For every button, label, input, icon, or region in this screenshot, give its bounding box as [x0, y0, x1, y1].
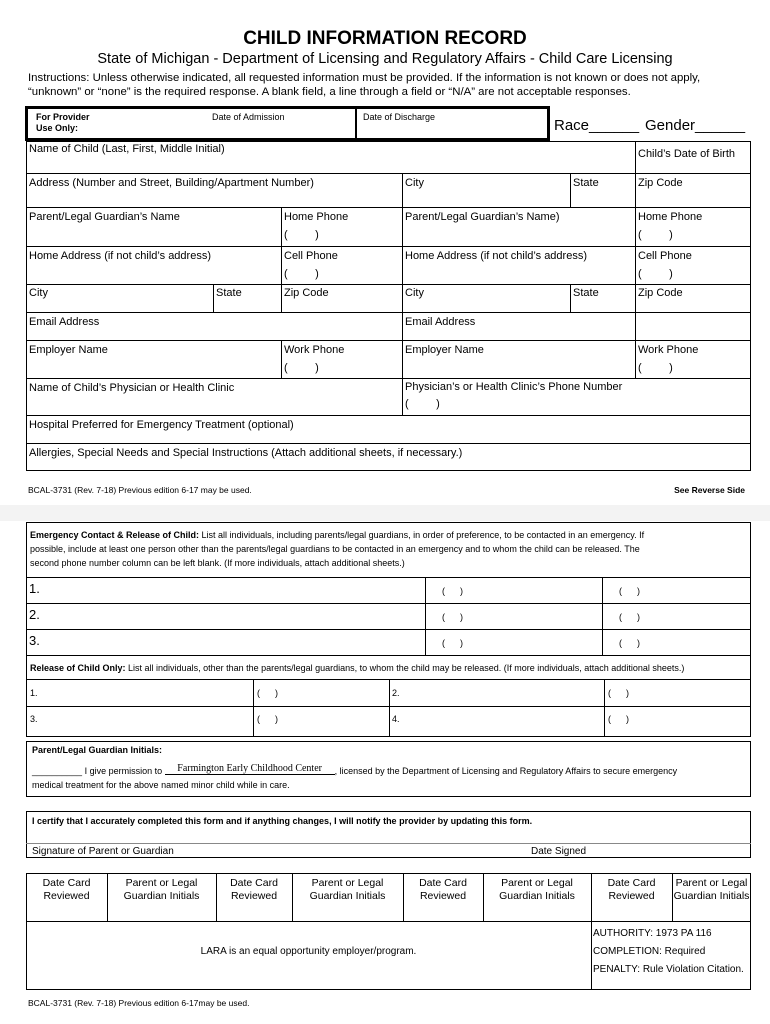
- release-row-2-phone[interactable]: ( ): [608, 688, 629, 698]
- parent1-home-address-label[interactable]: Home Address (if not child’s address): [29, 250, 211, 262]
- gender-field[interactable]: Gender______: [645, 117, 746, 134]
- parent2-state-label[interactable]: State: [573, 287, 599, 299]
- release-heading: Release of Child Only:: [30, 663, 126, 673]
- child-state-label[interactable]: State: [573, 177, 599, 189]
- penalty-text: PENALTY: Rule Violation Citation.: [593, 964, 744, 975]
- review-header-initials-2: Parent or Legal Guardian Initials: [309, 877, 386, 902]
- review-header-initials-4: Parent or Legal Guardian Initials: [673, 877, 750, 902]
- hospital-label[interactable]: Hospital Preferred for Emergency Treatment (optional): [29, 419, 294, 431]
- emergency-row-3-number[interactable]: 3.: [29, 633, 40, 648]
- emergency-heading: Emergency Contact & Release of Child:: [30, 530, 200, 540]
- parent2-home-phone-label[interactable]: Home Phone: [638, 211, 703, 223]
- initials-heading: Parent/Legal Guardian Initials:: [32, 745, 163, 755]
- date-of-admission-label: Date of Admission: [212, 112, 285, 122]
- race-field[interactable]: Race______: [554, 117, 640, 134]
- date-signed-label[interactable]: Date Signed: [531, 846, 587, 857]
- instructions-line-1: Instructions: Unless otherwise indicated, all requested information must be provided. If the information is not known or does not apply,: [28, 72, 701, 84]
- form-id-top: BCAL-3731 (Rev. 7-18) Previous edition 6-17 may be used.: [28, 485, 252, 495]
- child-city-label[interactable]: City: [405, 177, 424, 189]
- emergency-row-1-phone-1[interactable]: ( ): [442, 586, 463, 596]
- parent1-home-phone-parens: ( ): [284, 229, 319, 241]
- emergency-row-3-phone-2[interactable]: ( ): [619, 638, 640, 648]
- parent1-work-phone-parens: ( ): [284, 362, 319, 374]
- release-instructions: [30, 663, 684, 673]
- page-separator: [0, 505, 770, 521]
- emergency-text-1: List all individuals, including parents/legal guardians, in order of preference, to be contacted in an emergency. If: [199, 530, 645, 540]
- review-header-date-1: Date Card Reviewed: [42, 877, 91, 902]
- parent2-cell-phone-parens: ( ): [638, 268, 673, 280]
- permission-post: , licensed by the Department of Licensing and Regulatory Affairs to secure emergency: [334, 766, 678, 776]
- permission-pre: I give permission to: [84, 766, 163, 776]
- parent1-city-label[interactable]: City: [29, 287, 48, 299]
- initials-blank[interactable]: __________: [32, 766, 83, 776]
- date-of-discharge-label: Date of Discharge: [363, 112, 436, 122]
- emergency-instructions-1: [30, 530, 644, 540]
- certify-text: I certify that I accurately completed this form and if anything changes, I will notify the provider by updating this form.: [32, 816, 533, 826]
- parent1-email-label[interactable]: Email Address: [29, 316, 100, 328]
- see-reverse-side: See Reverse Side: [674, 485, 745, 495]
- child-zip-label[interactable]: Zip Code: [638, 177, 683, 189]
- release-text: List all individuals, other than the parents/legal guardians, to whom the child may be released. (If more individuals, attach additional sheets.): [125, 663, 685, 673]
- emergency-row-1-phone-2[interactable]: ( ): [619, 586, 640, 596]
- release-row-4-number[interactable]: 4.: [392, 714, 400, 724]
- parent1-work-phone-label[interactable]: Work Phone: [284, 344, 345, 356]
- for-provider-label: For Provider: [36, 112, 90, 122]
- parent2-zip-label[interactable]: Zip Code: [638, 287, 683, 299]
- parent1-zip-label[interactable]: Zip Code: [284, 287, 329, 299]
- parent2-email-label[interactable]: Email Address: [405, 316, 476, 328]
- parent1-name-label[interactable]: Parent/Legal Guardian’s Name: [29, 211, 180, 223]
- child-dob-label[interactable]: Child’s Date of Birth: [638, 148, 736, 160]
- completion-text: COMPLETION: Required: [593, 946, 706, 957]
- review-header-date-2: Date Card Reviewed: [230, 877, 278, 902]
- emergency-instructions-2: possible, include at least one person other than the parents/legal guardians to be contacted in an emergency and to whom the child can be released. The: [30, 544, 640, 554]
- parent2-home-address-label[interactable]: Home Address (if not child’s address): [405, 250, 587, 262]
- form-title: CHILD INFORMATION RECORD: [243, 28, 527, 49]
- provider-name-field[interactable]: Farmington Early Childhood Center: [165, 763, 335, 775]
- child-name-label[interactable]: Name of Child (Last, First, Middle Initial): [29, 143, 225, 155]
- parent2-cell-phone-label[interactable]: Cell Phone: [638, 250, 692, 262]
- emergency-row-2-number[interactable]: 2.: [29, 607, 40, 622]
- instructions-line-2: “unknown” or “none” is the required response. A blank field, a line through a field or “N/A” are not acceptable responses.: [28, 86, 631, 98]
- parent2-city-label[interactable]: City: [405, 287, 424, 299]
- physician-phone-label[interactable]: Physician’s or Health Clinic’s Phone Number: [405, 381, 623, 393]
- parent2-home-phone-parens: ( ): [638, 229, 673, 241]
- parent1-cell-phone-label[interactable]: Cell Phone: [284, 250, 338, 262]
- parent2-name-label[interactable]: Parent/Legal Guardian’s Name): [405, 211, 560, 223]
- signature-label[interactable]: Signature of Parent or Guardian: [32, 846, 174, 857]
- physician-phone-parens: ( ): [405, 398, 440, 410]
- emergency-row-2-phone-1[interactable]: ( ): [442, 612, 463, 622]
- allergies-label[interactable]: Allergies, Special Needs and Special Instructions (Attach additional sheets, if necessary.): [29, 447, 463, 459]
- parent1-employer-label[interactable]: Employer Name: [29, 344, 108, 356]
- review-header-date-3: Date Card Reviewed: [419, 877, 467, 902]
- emergency-row-2-phone-2[interactable]: ( ): [619, 612, 640, 622]
- release-row-1-phone[interactable]: ( ): [257, 688, 278, 698]
- review-header-initials-1: Parent or Legal Guardian Initials: [123, 877, 200, 902]
- parent2-work-phone-label[interactable]: Work Phone: [638, 344, 699, 356]
- parent1-state-label[interactable]: State: [216, 287, 242, 299]
- physician-name-label[interactable]: Name of Child’s Physician or Health Clinic: [29, 382, 235, 394]
- release-row-1-number[interactable]: 1.: [30, 688, 38, 698]
- authority-text: AUTHORITY: 1973 PA 116: [593, 928, 712, 939]
- form-id-bottom: BCAL-3731 (Rev. 7-18) Previous edition 6-17may be used.: [28, 998, 250, 1008]
- emergency-instructions-3: second phone number column can be left blank. (If more individuals, attach additional sheets.): [30, 558, 405, 568]
- emergency-row-1-number[interactable]: 1.: [29, 581, 40, 596]
- review-header-date-4: Date Card Reviewed: [607, 877, 656, 902]
- form-subtitle: State of Michigan - Department of Licensing and Regulatory Affairs - Child Care Licensing: [97, 51, 673, 67]
- parent2-employer-label[interactable]: Employer Name: [405, 344, 484, 356]
- review-header-initials-3: Parent or Legal Guardian Initials: [499, 877, 575, 902]
- release-row-3-number[interactable]: 3.: [30, 714, 38, 724]
- release-row-4-phone[interactable]: ( ): [608, 714, 629, 724]
- use-only-label: Use Only:: [36, 123, 79, 133]
- emergency-row-3-phone-1[interactable]: ( ): [442, 638, 463, 648]
- parent1-cell-phone-parens: ( ): [284, 268, 319, 280]
- lara-statement: LARA is an equal opportunity employer/program.: [200, 946, 417, 957]
- parent1-home-phone-label[interactable]: Home Phone: [284, 211, 349, 223]
- provider-use-box: [25, 106, 550, 141]
- child-address-label[interactable]: Address (Number and Street, Building/Apartment Number): [29, 177, 314, 189]
- permission-line: [32, 763, 678, 778]
- release-row-2-number[interactable]: 2.: [392, 688, 400, 698]
- parent2-work-phone-parens: ( ): [638, 362, 673, 374]
- permission-line-2: medical treatment for the above named minor child while in care.: [32, 780, 290, 790]
- release-row-3-phone[interactable]: ( ): [257, 714, 278, 724]
